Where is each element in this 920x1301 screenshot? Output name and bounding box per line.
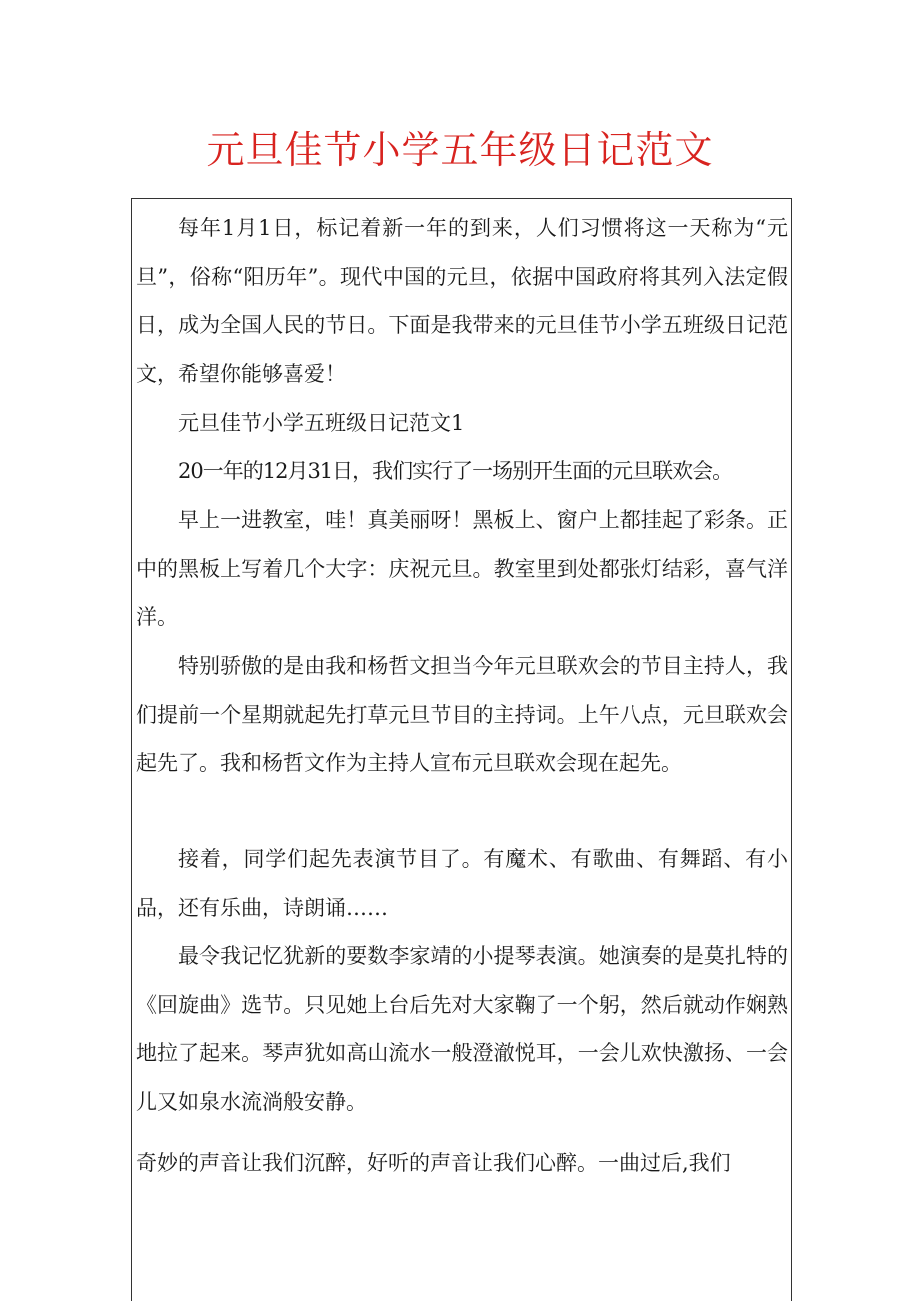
- body-paragraph: 20一年的12月31日，我们实行了一场别开生面的元旦联欢会。: [178, 459, 733, 483]
- intro-paragraph: 每年1月1日，标记着新一年的到来，人们习惯将这一天称为“元旦”，俗称“阳历年”。现代中国的元旦，依据中国政府将其列入法定假日，成为全国人民的节日。下面是我带来的元旦佳节小学五班级日记范文，希望你能够喜爱！: [136, 216, 788, 386]
- body-paragraph: 特别骄傲的是由我和杨哲文担当今年元旦联欢会的节目主持人，我们提前一个星期就起先打草元旦节目的主持词。上午八点，元旦联欢会起先了。我和杨哲文作为主持人宣布元旦联欢会现在起先。: [136, 654, 788, 775]
- body-paragraph: 接着，同学们起先表演节目了。有魔术、有歌曲、有舞蹈、有小品，还有乐曲，诗朗诵……: [136, 847, 788, 920]
- body-paragraph: 最令我记忆犹新的要数李家靖的小提琴表演。她演奏的是莫扎特的《回旋曲》选节。只见她上台后先对大家鞠了一个躬，然后就动作娴熟地拉了起来。琴声犹如高山流水一般澄澈悦耳，一会儿欢快激扬、一会儿又如泉水流淌般安静。: [136, 944, 788, 1114]
- content-box: [131, 198, 792, 1301]
- section-heading: 元旦佳节小学五班级日记范文1: [178, 411, 465, 435]
- body-paragraph: 早上一进教室，哇！真美丽呀！黑板上、窗户上都挂起了彩条。正中的黑板上写着几个大字：庆祝元旦。教室里到处都张灯结彩，喜气洋洋。: [136, 508, 788, 629]
- body-paragraph: 奇妙的声音让我们沉醉，好听的声音让我们心醉。一曲过后,我们: [136, 1151, 731, 1175]
- document-title: 元旦佳节小学五年级日记范文: [206, 128, 714, 172]
